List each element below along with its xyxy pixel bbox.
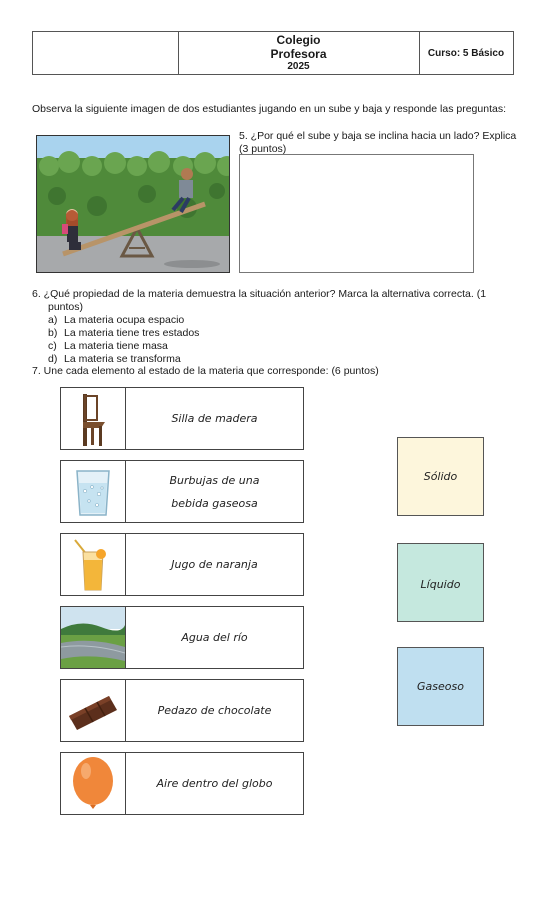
item-label bbox=[126, 534, 303, 595]
chair-icon bbox=[61, 388, 126, 449]
option-c[interactable] bbox=[48, 340, 199, 353]
state-liquid-box[interactable] bbox=[397, 543, 484, 622]
item-card-bubbles[interactable] bbox=[60, 460, 304, 523]
item-card-chocolate[interactable] bbox=[60, 679, 304, 742]
item-card-juice[interactable] bbox=[60, 533, 304, 596]
item-card-river[interactable] bbox=[60, 606, 304, 669]
item-label-line1: Burbujas de una bbox=[169, 473, 260, 487]
orange-juice-icon bbox=[61, 534, 126, 595]
item-label bbox=[126, 607, 303, 668]
header-table bbox=[32, 31, 514, 75]
item-label bbox=[126, 388, 303, 449]
state-label: Líquido bbox=[420, 578, 461, 591]
option-a[interactable] bbox=[48, 314, 199, 327]
question-5 bbox=[239, 130, 529, 156]
chocolate-icon bbox=[61, 680, 126, 741]
state-solid-box[interactable] bbox=[397, 437, 484, 516]
option-letter: b) bbox=[48, 327, 58, 339]
state-label: Sólido bbox=[423, 470, 458, 483]
item-label-line1: Silla de madera bbox=[171, 412, 258, 425]
item-label-line1: Agua del río bbox=[181, 631, 248, 644]
question-5-line2: (3 puntos) bbox=[239, 143, 287, 155]
option-text: La materia ocupa espacio bbox=[64, 314, 185, 326]
year-label: 2025 bbox=[287, 61, 310, 72]
answer-box[interactable] bbox=[239, 154, 474, 273]
river-icon bbox=[61, 607, 126, 668]
item-label-line1: Jugo de naranja bbox=[171, 558, 258, 571]
state-label: Gaseoso bbox=[417, 680, 464, 693]
option-letter: c) bbox=[48, 340, 57, 352]
option-letter: d) bbox=[48, 353, 58, 365]
option-text: La materia tiene tres estados bbox=[64, 327, 200, 339]
item-label bbox=[126, 680, 303, 741]
header-center-cell bbox=[178, 32, 420, 74]
item-card-chair[interactable] bbox=[60, 387, 304, 450]
option-text: La materia se transforma bbox=[64, 353, 181, 365]
glass-bubbles-icon bbox=[61, 461, 126, 522]
question-5-line1: 5. ¿Por qué el sube y baja se inclina hacia un lado? Explica bbox=[239, 130, 517, 142]
question-6-line2: puntos) bbox=[48, 301, 84, 313]
options-list bbox=[48, 314, 199, 366]
header-blank-cell bbox=[33, 32, 179, 74]
question-7: 7. Une cada elemento al estado de la materia que corresponde: (6 puntos) bbox=[32, 365, 379, 377]
option-text: La materia tiene masa bbox=[64, 340, 168, 352]
item-card-balloon[interactable] bbox=[60, 752, 304, 815]
seesaw-picture bbox=[36, 135, 230, 273]
item-label bbox=[126, 753, 303, 814]
school-label: Colegio bbox=[276, 33, 321, 47]
item-label-line1: Pedazo de chocolate bbox=[157, 704, 272, 717]
intro-text: Observa la siguiente imagen de dos estudiantes jugando en un sube y baja y responde las preguntas: bbox=[32, 103, 506, 115]
balloon-icon bbox=[61, 753, 126, 814]
item-label bbox=[126, 461, 303, 522]
item-label-line2: bebida gaseosa bbox=[171, 496, 258, 510]
question-6 bbox=[32, 288, 532, 314]
option-b[interactable] bbox=[48, 327, 199, 340]
state-gas-box[interactable] bbox=[397, 647, 484, 726]
teacher-label: Profesora bbox=[270, 47, 327, 61]
option-letter: a) bbox=[48, 314, 58, 326]
course-label: Curso: 5 Básico bbox=[427, 47, 505, 59]
question-6-line1: 6. ¿Qué propiedad de la materia demuestra la situación anterior? Marca la alternativa correcta. (1 bbox=[32, 288, 487, 300]
item-label-line1: Aire dentro del globo bbox=[156, 777, 273, 790]
